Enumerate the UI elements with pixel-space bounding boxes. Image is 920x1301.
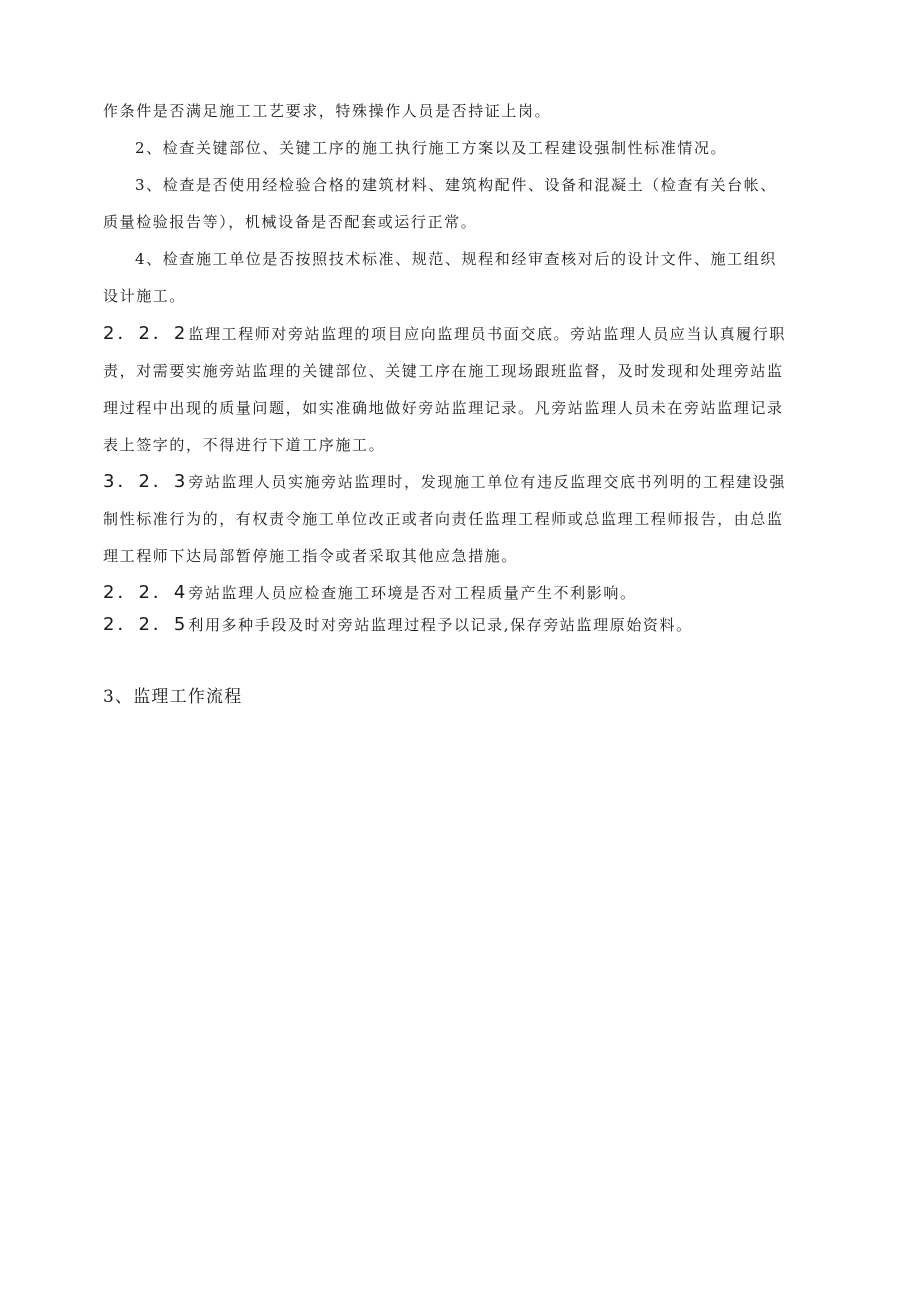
- paragraph-text: 监理工程师对旁站监理的项目应向监理员书面交底。旁站监理人员应当认真履行职责，对需要实施旁站监理的关键部位、关键工序在施工现场跟班监督，及时发现和处理旁站监理过程中出现的质量问题，如实准确地做好旁站监理记录。凡旁站监理人员未在旁站监理记录表上签字的，不得进行下道工序施工。: [103, 325, 786, 454]
- clause-number: 2．2．2: [103, 323, 189, 344]
- paragraph-clause-2-2-2: [103, 315, 793, 464]
- paragraph-text: 4、检查施工单位是否按照技术标准、规范、规程和经审查核对后的设计文件、施工组织设计施工。: [103, 250, 777, 305]
- paragraph-text: 作条件是否满足施工工艺要求，特殊操作人员是否持证上岗。: [103, 102, 552, 120]
- clause-number: 3．2．3: [103, 471, 189, 492]
- paragraph-clause-2-2-5: [103, 606, 793, 644]
- paragraph-item-3: [103, 167, 793, 241]
- paragraph-item-4: [103, 241, 793, 315]
- paragraph-item-2: [103, 130, 793, 167]
- section-heading: 3、监理工作流程: [103, 687, 243, 707]
- paragraph-text: 2、检查关键部位、关键工序的施工执行施工方案以及工程建设强制性标准情况。: [135, 139, 728, 157]
- paragraph-text: 利用多种手段及时对旁站监理过程予以记录,保存旁站监理原始资料。: [188, 616, 693, 634]
- paragraph-continuation: [103, 93, 793, 130]
- paragraph-text: 3、检查是否使用经检验合格的建筑材料、建筑构配件、设备和混凝土（检查有关台帐、质量检验报告等），机械设备是否配套或运行正常。: [103, 176, 777, 231]
- clause-number: 2．2．5: [103, 614, 189, 635]
- paragraph-text: 旁站监理人员实施旁站监理时，发现施工单位有违反监理交底书列明的工程建设强制性标准行为的，有权责令施工单位改正或者向责任监理工程师或总监理工程师报告，由总监理工程师下达局部暂停施工指令或者采取其他应急措施。: [103, 473, 786, 565]
- clause-number: 2．2．4: [103, 582, 189, 603]
- paragraph-text: 旁站监理人员应检查施工环境是否对工程质量产生不利影响。: [188, 584, 637, 602]
- paragraph-clause-3-2-3: [103, 463, 793, 575]
